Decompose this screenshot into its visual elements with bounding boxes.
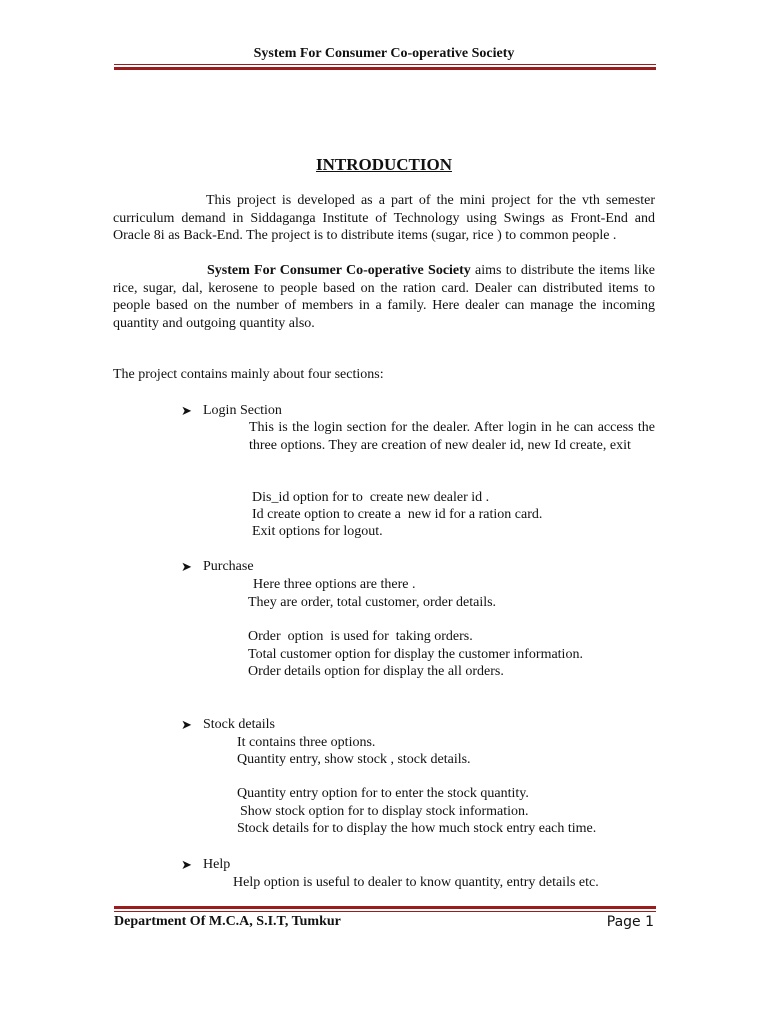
intro-paragraph-2-text: aims to distribute the items like rice, sugar, dal, kerosene to people based on the ration card. Dealer can distributed items to people based on the number of members in a family. Here dealer can manage the incoming quantity and outgoing quantity also. bbox=[113, 263, 655, 331]
section-help-title: Help bbox=[203, 857, 231, 872]
page-heading: INTRODUCTION bbox=[315, 155, 453, 174]
purchase-line-2: They are order, total customer, order details. bbox=[248, 595, 497, 610]
arrow-bullet-icon: ➤ bbox=[181, 717, 192, 732]
header-title: System For Consumer Co-operative Society bbox=[253, 46, 515, 61]
login-item-1: Dis_id option for to create new dealer id . bbox=[252, 490, 490, 505]
arrow-bullet-icon: ➤ bbox=[181, 403, 192, 418]
purchase-line-1: Here three options are there . bbox=[253, 577, 416, 592]
purchase-item-2: Total customer option for display the customer information. bbox=[248, 647, 583, 662]
header-rule-thin bbox=[114, 64, 656, 65]
footer-department: Department Of M.C.A, S.I.T, Tumkur bbox=[114, 914, 341, 929]
arrow-bullet-icon: ➤ bbox=[181, 857, 192, 872]
section-stock-title: Stock details bbox=[203, 717, 275, 732]
stock-item-3: Stock details for to display the how much stock entry each time. bbox=[237, 821, 597, 836]
purchase-item-1: Order option is used for taking orders. bbox=[248, 629, 473, 644]
stock-line-1: It contains three options. bbox=[237, 735, 376, 750]
stock-line-2: Quantity entry, show stock , stock details. bbox=[237, 752, 471, 767]
help-line-1: Help option is useful to dealer to know quantity, entry details etc. bbox=[233, 875, 599, 890]
footer-page-number: Page 1 bbox=[606, 914, 654, 930]
section-login-title: Login Section bbox=[203, 403, 282, 418]
stock-item-1: Quantity entry option for to enter the stock quantity. bbox=[237, 786, 529, 801]
intro-paragraph-2 bbox=[113, 262, 655, 332]
sections-intro: The project contains mainly about four sections: bbox=[113, 367, 384, 382]
section-login-desc: This is the login section for the dealer. After login in he can access the three options. They are creation of new dealer id, new Id create, exit bbox=[249, 420, 655, 453]
footer-rule-thin bbox=[114, 911, 656, 912]
arrow-bullet-icon: ➤ bbox=[181, 559, 192, 574]
stock-item-2: Show stock option for to display stock information. bbox=[240, 804, 529, 819]
purchase-item-3: Order details option for display the all orders. bbox=[248, 664, 504, 679]
header-rule-thick bbox=[114, 67, 656, 70]
intro-paragraph-1: This project is developed as a part of the mini project for the vth semester curriculum demand in Siddaganga Institute of Technology using Swings as Front-End and Oracle 8i as Back-End. The project is to distribute items (sugar, rice ) to common people . bbox=[113, 193, 655, 243]
login-item-2: Id create option to create a new id for a ration card. bbox=[252, 507, 543, 522]
section-purchase-title: Purchase bbox=[203, 559, 254, 574]
footer-rule-thick bbox=[114, 906, 656, 909]
login-item-3: Exit options for logout. bbox=[252, 524, 383, 539]
project-name: System For Consumer Co-operative Society bbox=[207, 263, 471, 278]
